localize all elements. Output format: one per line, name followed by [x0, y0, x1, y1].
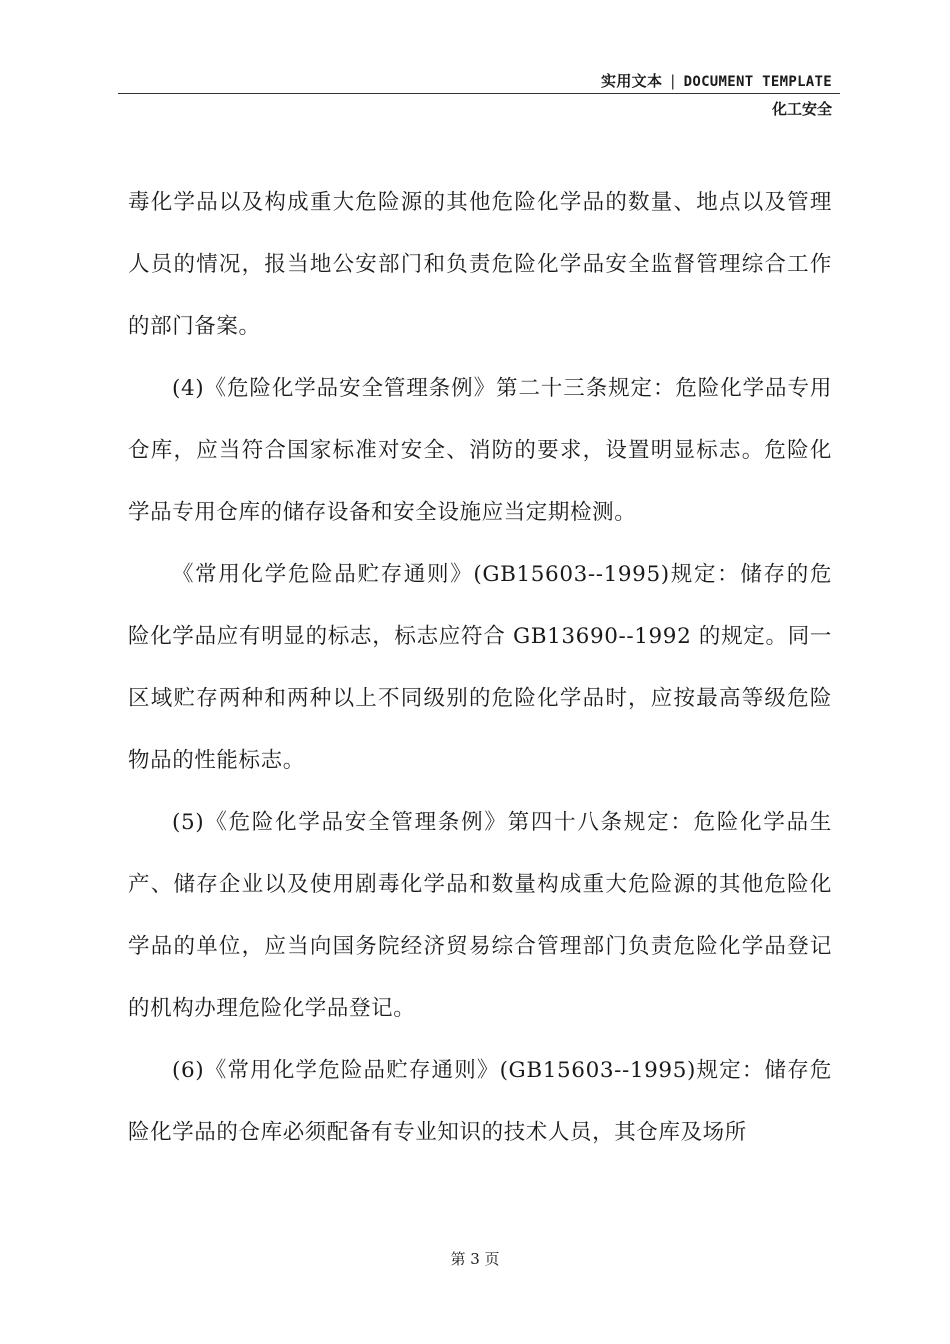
header-right-label: DOCUMENT TEMPLATE [683, 74, 832, 90]
document-body [128, 172, 832, 1164]
paragraph-item-6: (6)《常用化学危险品贮存通则》(GB15603--1995)规定：储存危险化学品的仓库必须配备有专业知识的技术人员，其仓库及场所 [128, 1058, 832, 1145]
header-left-label: 实用文本 [601, 72, 663, 90]
paragraph-item-5: (5)《危险化学品安全管理条例》第四十八条规定：危险化学品生产、储存企业以及使用剧毒化学品和数量构成重大危险源的其他危险化学品的单位，应当向国务院经济贸易综合管理部门负责危险化学品登记的机构办理危险化学品登记。 [128, 810, 832, 1021]
document-header [601, 70, 832, 91]
page-number: 第 3 页 [450, 1250, 500, 1268]
paragraph-storage-rules: 《常用化学危险品贮存通则》(GB15603--1995)规定：储存的危险化学品应有明显的标志，标志应符合 GB13690--1992 的规定。同一区域贮存两种和两种以上不同级别的危险化学品时，应按最高等级危险物品的性能标志。 [128, 562, 832, 773]
header-subtitle: 化工安全 [771, 100, 832, 118]
header-separator: | [670, 72, 676, 90]
paragraph-continuation: 毒化学品以及构成重大危险源的其他危险化学品的数量、地点以及管理人员的情况，报当地公安部门和负责危险化学品安全监督管理综合工作的部门备案。 [128, 190, 832, 339]
header-divider [118, 93, 840, 94]
paragraph-item-4: (4)《危险化学品安全管理条例》第二十三条规定：危险化学品专用仓库，应当符合国家标准对安全、消防的要求，设置明显标志。危险化学品专用仓库的储存设备和安全设施应当定期检测。 [128, 376, 832, 525]
